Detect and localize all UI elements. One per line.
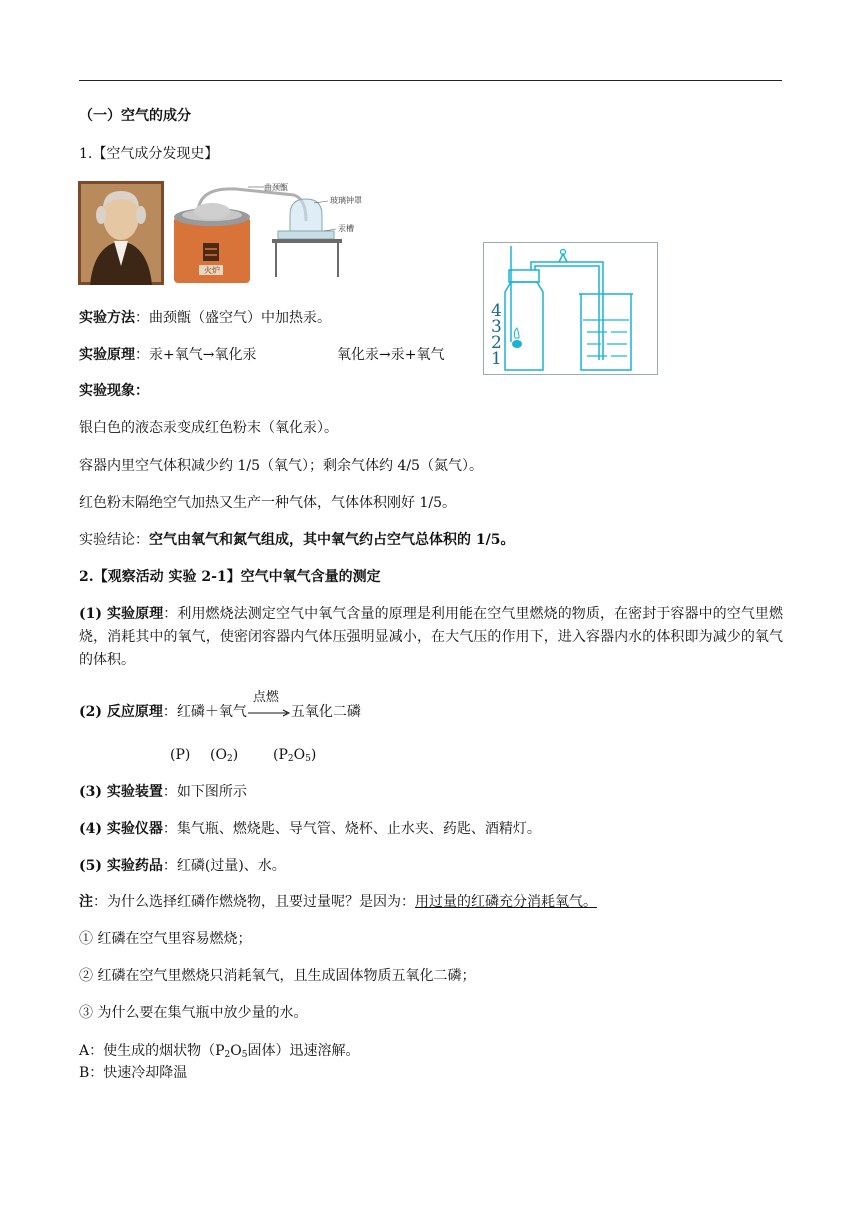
lavoisier-apparatus-figure [78,181,390,287]
p1-text: ：利用燃烧法测定空气中氧气含量的原理是利用能在空气里燃烧的物质，在密封于容器中的空气里燃烧，消耗其中的氧气，使密闭容器内气体压强明显减小，在大气压的作用下，进入容器内水的体积即为减少的氧气的体积。 [79,606,783,668]
formula-o2: $(O_2)$ [210,747,239,764]
p5-label: (5) 实验药品 [79,858,163,874]
note-text: ：为什么选择红磷作燃烧物，且要过量呢？是因为： [93,894,415,910]
conclusion-line [79,530,514,550]
principle-text2: 氧化汞→汞+氧气 [337,347,445,363]
note-line [79,892,597,912]
item2-heading: 2.【观察活动 实验 2-1】空气中氧气含量的测定 [79,569,381,585]
p2-label: (2) 反应原理 [79,704,163,720]
phenomena-label: 实验现象： [79,383,149,399]
reaction-arrow [247,690,291,722]
label-bell-jar: 玻璃钟罩 [330,196,362,205]
scale-2: 2 [491,333,502,353]
reaction-line [79,690,361,722]
label-mercury-trough: 汞槽 [338,224,354,233]
conclusion-label: 实验结论： [79,532,149,548]
p2-lhs: ：红磷＋氧气 [162,704,247,720]
method-line [79,308,331,328]
lavoisier-portrait [78,181,164,285]
phenomenon-2: 容器内里空气体积减少约 1/5（氧气）；剩余气体约 4/5（氮气）。 [79,458,483,474]
p5-text: ：红磷(过量)、水。 [162,858,286,874]
method-label: 实验方法 [79,310,135,326]
scale-1: 1 [491,349,502,369]
apparatus-line [79,782,247,802]
p3-text: ：如下图所示 [162,784,247,800]
scale-3: 3 [491,317,502,337]
p3-label: (3) 实验装置 [79,784,163,800]
reagents-line [79,856,286,876]
p4-text: ：集气瓶、燃烧匙、导气管、烧杯、止水夹、药匙、酒精灯。 [162,821,541,837]
retort-bowl [194,203,230,219]
phenomenon-3: 红色粉末隔绝空气加热又生产一种气体，气体体积刚好 1/5。 [79,495,456,511]
principle-text: ：汞+氧气→氧化汞 [135,347,257,363]
p2-rhs: 五氧化二磷 [290,704,361,720]
stand [272,239,342,277]
section-title: （一）空气的成分 [79,108,191,124]
reaction-condition: 点燃 [252,690,279,705]
p4-label: (4) 实验仪器 [79,821,163,837]
bell-jar [278,199,334,239]
phosphorus-apparatus-figure [483,242,658,375]
instruments-line [79,819,541,839]
method-text: ：曲颈甑（盛空气）中加热汞。 [135,310,331,326]
principle-paragraph [79,603,783,672]
p1-label: (1) 实验原理 [79,606,164,622]
label-retort: 曲颈甑 [264,183,288,192]
arrow-icon [247,702,291,722]
furnace-label: 火炉 [204,266,220,275]
reason-2: ② 红磷在空气里燃烧只消耗氧气，且生成固体物质五氧化二磷； [79,968,476,984]
reason-3: ③ 为什么要在集气瓶中放少量的水。 [79,1005,308,1021]
principle-label: 实验原理 [79,347,135,363]
formula-p: (P) [170,747,191,763]
formula-p2o5: $(P_2O_5)$ [273,747,317,764]
furnace [174,208,250,283]
header-rule [79,80,782,81]
note-label: 注 [79,894,93,910]
answer-b: B：快速冷却降温 [79,1065,188,1081]
answer-a: A：使生成的烟状物（$P_2O_5$固体）迅速溶解。 [79,1043,360,1060]
conclusion-text: 空气由氧气和氮气组成，其中氧气约占空气总体积的 1/5。 [149,532,515,548]
reason-1: ① 红磷在空气里容易燃烧； [79,931,252,947]
note-answer: 用过量的红磷充分消耗氧气。 [415,894,597,910]
principle-line [79,345,256,365]
item1-heading: 1.【空气成分发现史】 [79,146,219,162]
phenomenon-1: 银白色的液态汞变成红色粉末（氧化汞）。 [79,420,338,436]
scale-4: 4 [491,301,502,321]
